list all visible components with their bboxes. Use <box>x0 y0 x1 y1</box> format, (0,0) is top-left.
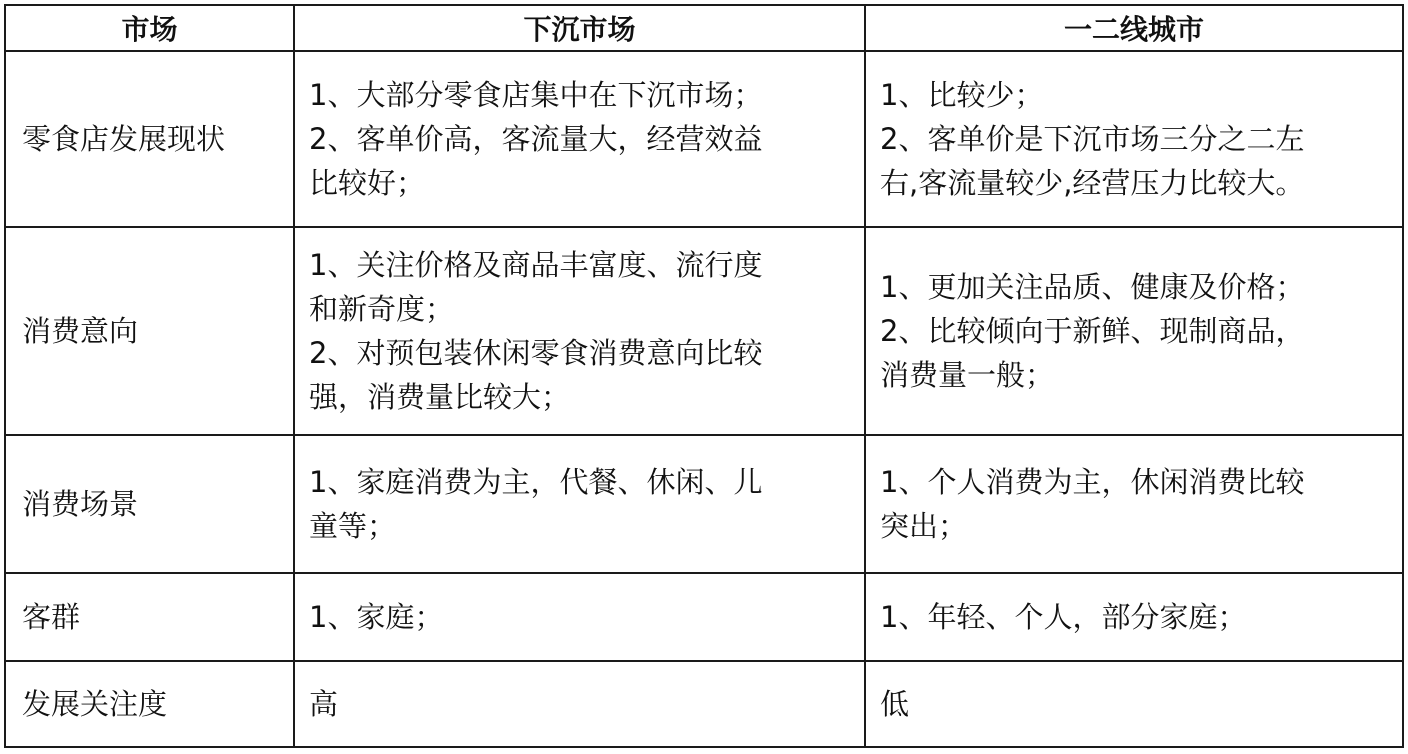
row-development-attention <box>5 661 1403 747</box>
cell-line: 右,客流量较少,经营压力比较大。 <box>880 166 1305 200</box>
cell-line: 1、个人消费为主，休闲消费比较 <box>880 465 1305 499</box>
cell-tier12 <box>865 227 1403 435</box>
cell-line: 突出； <box>880 509 968 543</box>
cell-tier12 <box>865 435 1403 573</box>
header-tier12-cities: 一二线城市 <box>865 5 1403 51</box>
cell-sinking <box>294 51 865 227</box>
row-label: 消费意向 <box>5 227 294 435</box>
cell-line: 比较好； <box>309 166 426 200</box>
cell-sinking <box>294 661 865 747</box>
cell-line: 1、更加关注品质、健康及价格； <box>880 270 1305 304</box>
cell-tier12 <box>865 661 1403 747</box>
cell-line: 1、年轻、个人，部分家庭； <box>880 600 1247 634</box>
cell-line: 高 <box>309 687 339 721</box>
cell-line: 1、大部分零食店集中在下沉市场； <box>309 78 763 112</box>
cell-line: 2、比较倾向于新鲜、现制商品， <box>880 314 1305 348</box>
cell-line: 1、家庭； <box>309 600 444 634</box>
cell-line: 2、对预包装休闲零食消费意向比较 <box>309 336 763 370</box>
cell-line: 1、比较少； <box>880 78 1044 112</box>
cell-line: 1、关注价格及商品丰富度、流行度 <box>309 248 763 282</box>
cell-line: 2、客单价是下沉市场三分之二左 <box>880 122 1305 156</box>
cell-line: 强，消费量比较大； <box>309 380 571 414</box>
cell-line: 消费量一般； <box>880 358 1055 392</box>
header-market: 市场 <box>5 5 294 51</box>
cell-line: 低 <box>880 687 910 721</box>
row-consumption-intent <box>5 227 1403 435</box>
row-store-status <box>5 51 1403 227</box>
cell-line: 1、家庭消费为主，代餐、休闲、儿 <box>309 465 763 499</box>
cell-line: 和新奇度； <box>309 292 455 326</box>
row-label: 客群 <box>5 573 294 661</box>
row-label: 零食店发展现状 <box>5 51 294 227</box>
row-customer-group <box>5 573 1403 661</box>
row-consumption-scene <box>5 435 1403 573</box>
cell-sinking <box>294 227 865 435</box>
cell-line: 2、客单价高，客流量大，经营效益 <box>309 122 763 156</box>
row-label: 消费场景 <box>5 435 294 573</box>
cell-tier12 <box>865 573 1403 661</box>
cell-sinking <box>294 435 865 573</box>
cell-sinking <box>294 573 865 661</box>
row-label: 发展关注度 <box>5 661 294 747</box>
header-row <box>5 5 1403 51</box>
cell-tier12 <box>865 51 1403 227</box>
comparison-table <box>4 4 1404 748</box>
header-sinking-market: 下沉市场 <box>294 5 865 51</box>
cell-line: 童等； <box>309 509 397 543</box>
